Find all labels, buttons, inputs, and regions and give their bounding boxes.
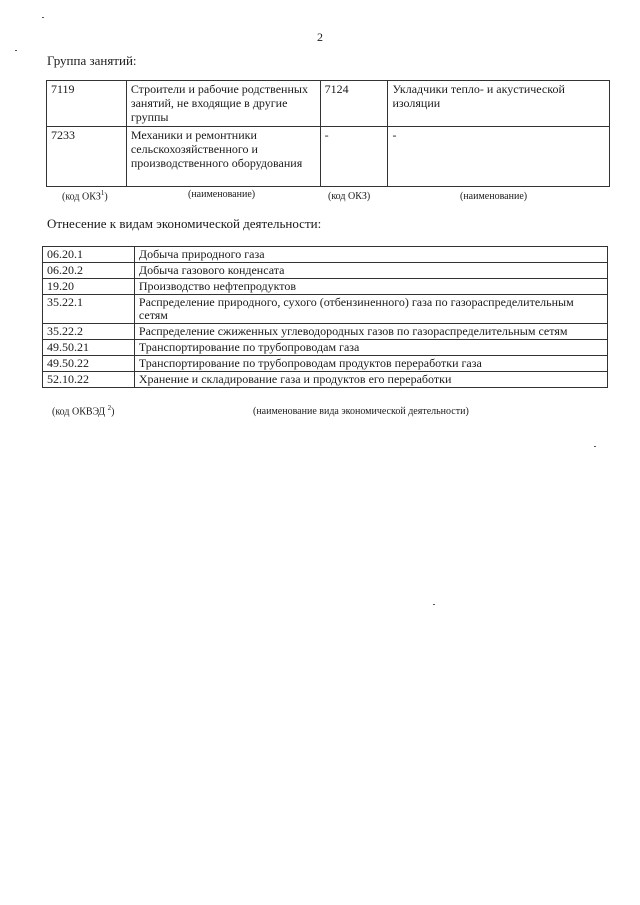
table-row xyxy=(43,247,608,263)
occupation-name-cell: Укладчики тепло- и акустической изоляции xyxy=(388,81,610,127)
activity-name-cell: Производство нефтепродуктов xyxy=(134,279,607,295)
okved-code-cell: 35.22.1 xyxy=(43,295,135,324)
okz-code-cell: 7233 xyxy=(47,127,127,187)
okz-code-caption-2: (код ОКЗ) xyxy=(328,191,371,202)
okved-code-cell: 06.20.1 xyxy=(43,247,135,263)
scan-speck xyxy=(433,604,435,605)
activity-name-cell: Транспортирование по трубопроводам продуктов переработки газа xyxy=(134,356,607,372)
activities-title: Отнесение к видам экономической деятельности: xyxy=(47,216,322,231)
okz-code-caption: (код ОКЗ$^1$) xyxy=(62,189,108,203)
scan-speck xyxy=(42,17,44,18)
occupation-name-cell: Строители и рабочие родственных занятий, не входящие в другие группы xyxy=(126,81,320,127)
occupation-group-title: Группа занятий: xyxy=(47,53,137,68)
table-row xyxy=(43,263,608,279)
scan-speck xyxy=(15,50,17,51)
table-row xyxy=(43,340,608,356)
table-row xyxy=(43,356,608,372)
okved-code-cell: 52.10.22 xyxy=(43,372,135,388)
table-row xyxy=(43,372,608,388)
okz-code-cell: 7124 xyxy=(320,81,388,127)
okved-code-cell: 49.50.21 xyxy=(43,340,135,356)
okz-code-cell: 7119 xyxy=(47,81,127,127)
okz-code-cell: - xyxy=(320,127,388,187)
table-row xyxy=(47,81,610,127)
occupations-table xyxy=(46,80,610,187)
activity-name-caption: (наименование вида экономической деятельности) xyxy=(253,406,469,417)
okved-code-cell: 35.22.2 xyxy=(43,324,135,340)
activity-name-cell: Распределение сжиженных углеводородных газов по газораспределительным сетям xyxy=(134,324,607,340)
occupation-name-cell: Механики и ремонтники сельскохозяйственного и производственного оборудования xyxy=(126,127,320,187)
name-caption-2: (наименование) xyxy=(460,191,528,202)
activity-name-cell: Распределение природного, сухого (отбензиненного) газа по газораспределительным сетям xyxy=(134,295,607,324)
table-row xyxy=(43,324,608,340)
activities-table xyxy=(42,246,608,388)
page-number: 2 xyxy=(317,30,323,44)
name-caption: (наименование) xyxy=(188,189,256,200)
okved-code-cell: 19.20 xyxy=(43,279,135,295)
occupation-name-cell: - xyxy=(388,127,610,187)
okved-code-caption: (код ОКВЭД $^2$) xyxy=(52,404,115,418)
okved-code-cell: 06.20.2 xyxy=(43,263,135,279)
okved-code-cell: 49.50.22 xyxy=(43,356,135,372)
table-row xyxy=(43,295,608,324)
table-row xyxy=(43,279,608,295)
table-row xyxy=(47,127,610,187)
activity-name-cell: Хранение и складирование газа и продуктов его переработки xyxy=(134,372,607,388)
scan-speck xyxy=(594,446,596,447)
activity-name-cell: Транспортирование по трубопроводам газа xyxy=(134,340,607,356)
activity-name-cell: Добыча газового конденсата xyxy=(134,263,607,279)
activity-name-cell: Добыча природного газа xyxy=(134,247,607,263)
